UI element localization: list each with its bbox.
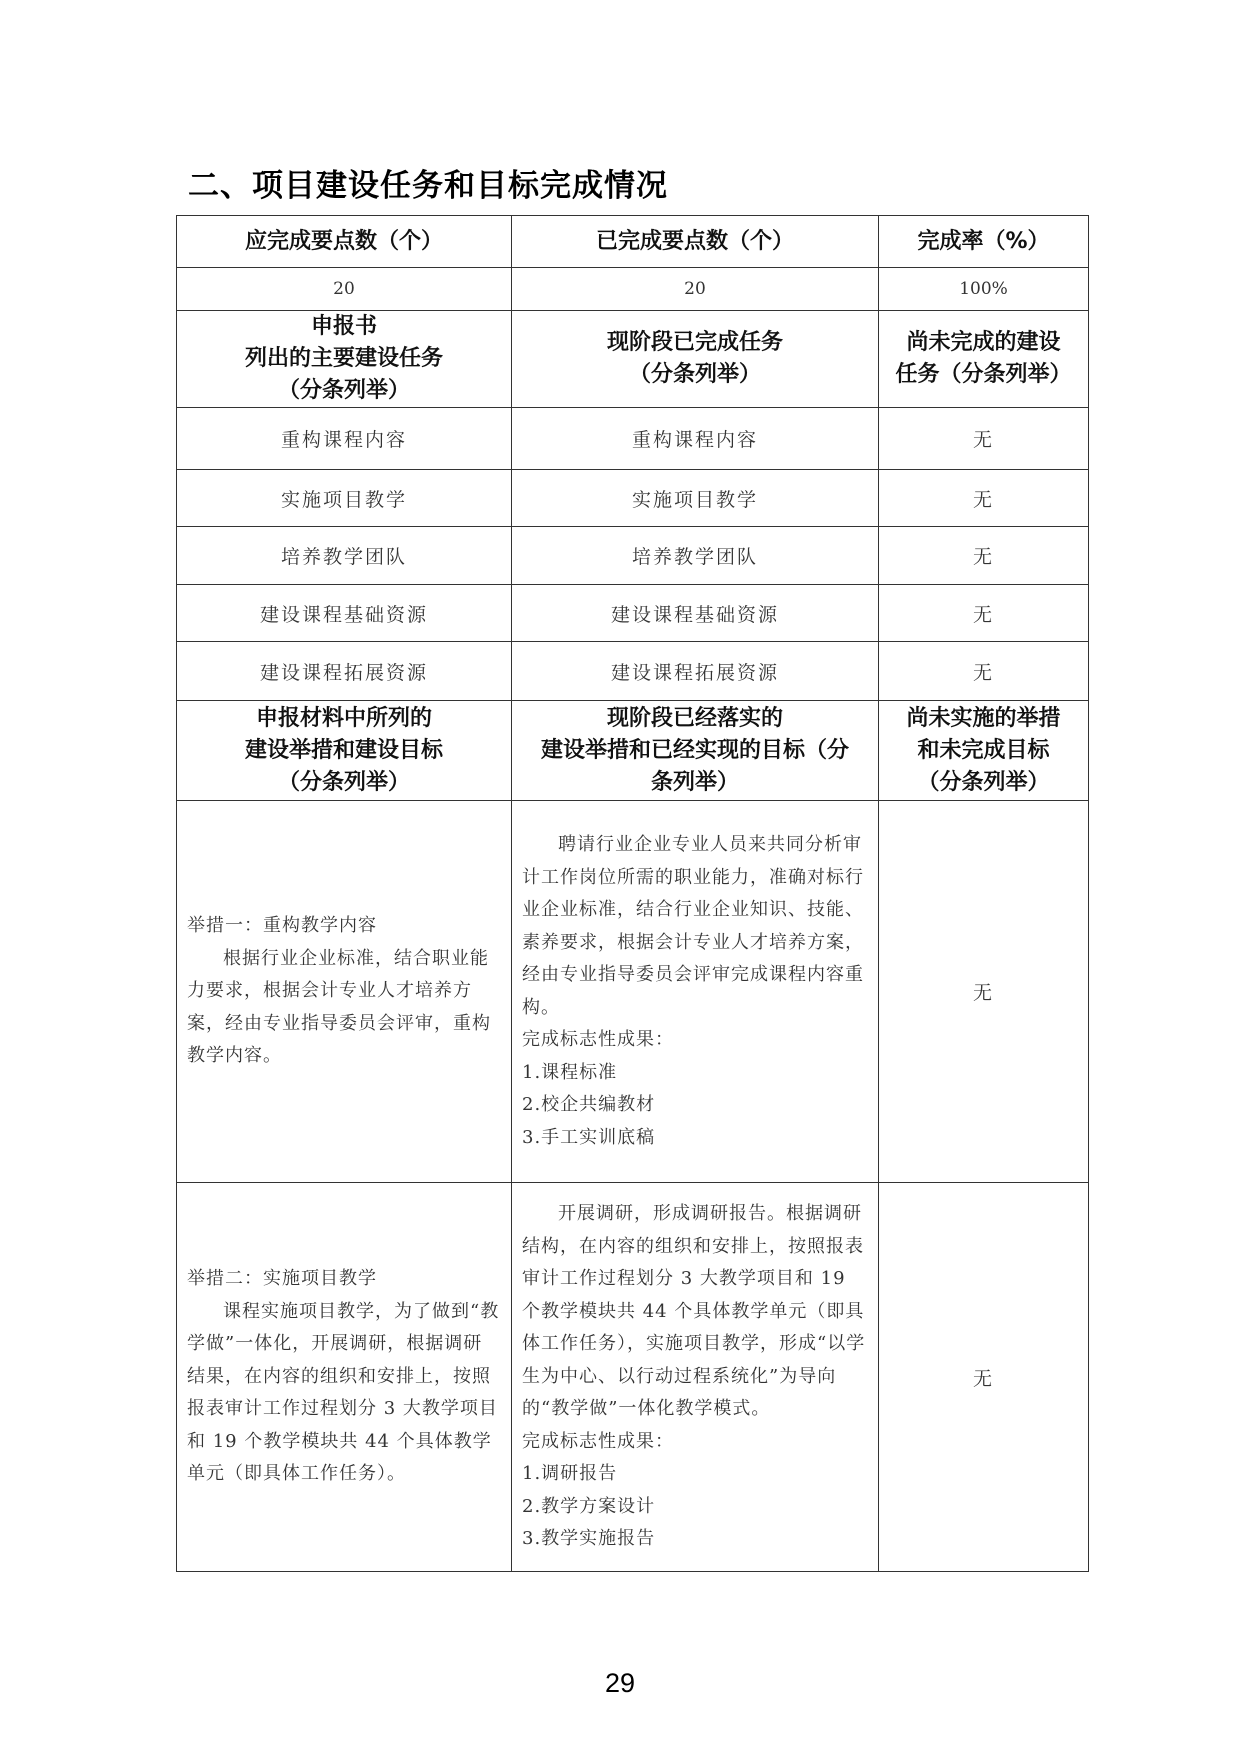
result-item: 1.课程标准 [522, 1061, 618, 1083]
measure-title: 举措二：实施项目教学 [187, 1268, 377, 1290]
header-planned-measures [177, 701, 512, 801]
planned-measure-cell [177, 1183, 512, 1572]
value-completed-points: 20 [512, 268, 879, 311]
header-line: 条列举） [650, 769, 739, 795]
header-line: 尚未完成的建设 [906, 330, 1061, 355]
table-row [177, 585, 1089, 642]
summary-values-row [177, 268, 1089, 311]
implemented-measure-cell [512, 1183, 879, 1572]
planned-task-cell: 建设课程基础资源 [177, 585, 512, 642]
table-row [177, 470, 1089, 527]
results-label: 完成标志性成果： [522, 1430, 674, 1452]
planned-task-cell: 建设课程拓展资源 [177, 642, 512, 701]
table-row [177, 642, 1089, 701]
measure-body: 课程实施项目教学，为了做到“教学做”一体化，开展调研，根据调研结果，在内容的组织和安排上，按照报表审计工作过程划分 3 大教学项目和 19 个教学模块共 44 个具体教学单元（即具体工作任务）。 [187, 1300, 500, 1485]
measure-body: 开展调研，形成调研报告。根据调研结构，在内容的组织和安排上，按照报表审计工作过程划分 3 大教学项目和 19 个教学模块共 44 个具体教学单元（即具体工作任务），实施项目教学，形成“以学生为中心、以行动过程系统化”为导向的“教学做”一体化教学模式。 [522, 1203, 866, 1420]
planned-task-cell: 重构课程内容 [177, 408, 512, 470]
pending-task-cell: 无 [879, 470, 1089, 527]
value-completion-rate: 100% [879, 268, 1089, 311]
header-completion-rate: 完成率（%） [879, 216, 1089, 268]
header-completed-points: 已完成要点数（个） [512, 216, 879, 268]
value-required-points: 20 [177, 268, 512, 311]
completed-task-cell: 实施项目教学 [512, 470, 879, 527]
pending-measure-cell: 无 [879, 801, 1089, 1183]
section-heading: 二、项目建设任务和目标完成情况 [188, 168, 668, 204]
header-required-points: 应完成要点数（个） [177, 216, 512, 268]
header-line: 建设举措和建设目标 [244, 737, 443, 763]
page-number: 29 [604, 1668, 636, 1698]
header-line: 尚未实施的举措 [906, 705, 1061, 731]
completed-task-cell: 建设课程基础资源 [512, 585, 879, 642]
table-row [177, 801, 1089, 1183]
tasks-header-row [177, 311, 1089, 408]
header-line: 申报书 [310, 314, 377, 339]
planned-task-cell: 实施项目教学 [177, 470, 512, 527]
header-line: 列出的主要建设任务 [244, 346, 443, 371]
completed-task-cell: 培养教学团队 [512, 527, 879, 585]
result-item: 2.教学方案设计 [522, 1495, 656, 1517]
implemented-measure-cell [512, 801, 879, 1183]
header-line: （分条列举） [277, 769, 410, 795]
planned-measure-cell [177, 801, 512, 1183]
table-row [177, 527, 1089, 585]
planned-task-cell: 培养教学团队 [177, 527, 512, 585]
measure-body: 聘请行业企业专业人员来共同分析审计工作岗位所需的职业能力，准确对标行业企业标准，结合行业企业知识、技能、素养要求，根据会计专业人才培养方案，经由专业指导委员会评审完成课程内容重构。 [522, 834, 864, 1018]
pending-task-cell: 无 [879, 585, 1089, 642]
result-item: 2.校企共编教材 [522, 1094, 656, 1115]
header-pending-measures [879, 701, 1089, 801]
measure-title: 举措一：重构教学内容 [187, 915, 377, 937]
header-line: 现阶段已经落实的 [606, 705, 783, 731]
header-line: （分条列举） [277, 378, 410, 403]
measure-body: 根据行业企业标准，结合职业能力要求，根据会计专业人才培养方案，经由专业指导委员会评审，重构教学内容。 [187, 947, 491, 1067]
completion-table [176, 215, 1089, 1572]
measures-header-row [177, 701, 1089, 801]
table-row [177, 408, 1089, 470]
header-line: （分条列举） [628, 362, 761, 387]
header-line: 现阶段已完成任务 [606, 330, 783, 355]
summary-header-row [177, 216, 1089, 268]
pending-measure-cell: 无 [879, 1183, 1089, 1572]
table-row [177, 1183, 1089, 1572]
pending-task-cell: 无 [879, 527, 1089, 585]
header-line: 建设举措和已经实现的目标（分 [540, 737, 849, 763]
result-item: 3.教学实施报告 [522, 1528, 656, 1550]
completed-task-cell: 重构课程内容 [512, 408, 879, 470]
header-line: 申报材料中所列的 [255, 705, 432, 731]
results-label: 完成标志性成果： [522, 1029, 674, 1050]
header-line: （分条列举） [917, 769, 1050, 795]
header-completed-tasks [512, 311, 879, 408]
completed-task-cell: 建设课程拓展资源 [512, 642, 879, 701]
result-item: 1.调研报告 [522, 1463, 618, 1485]
pending-task-cell: 无 [879, 408, 1089, 470]
header-listed-tasks [177, 311, 512, 408]
header-implemented-measures [512, 701, 879, 801]
header-line: 和未完成目标 [917, 737, 1050, 763]
header-pending-tasks [879, 311, 1089, 408]
header-line: 任务（分条列举） [895, 362, 1072, 387]
pending-task-cell: 无 [879, 642, 1089, 701]
result-item: 3.手工实训底稿 [522, 1126, 656, 1148]
